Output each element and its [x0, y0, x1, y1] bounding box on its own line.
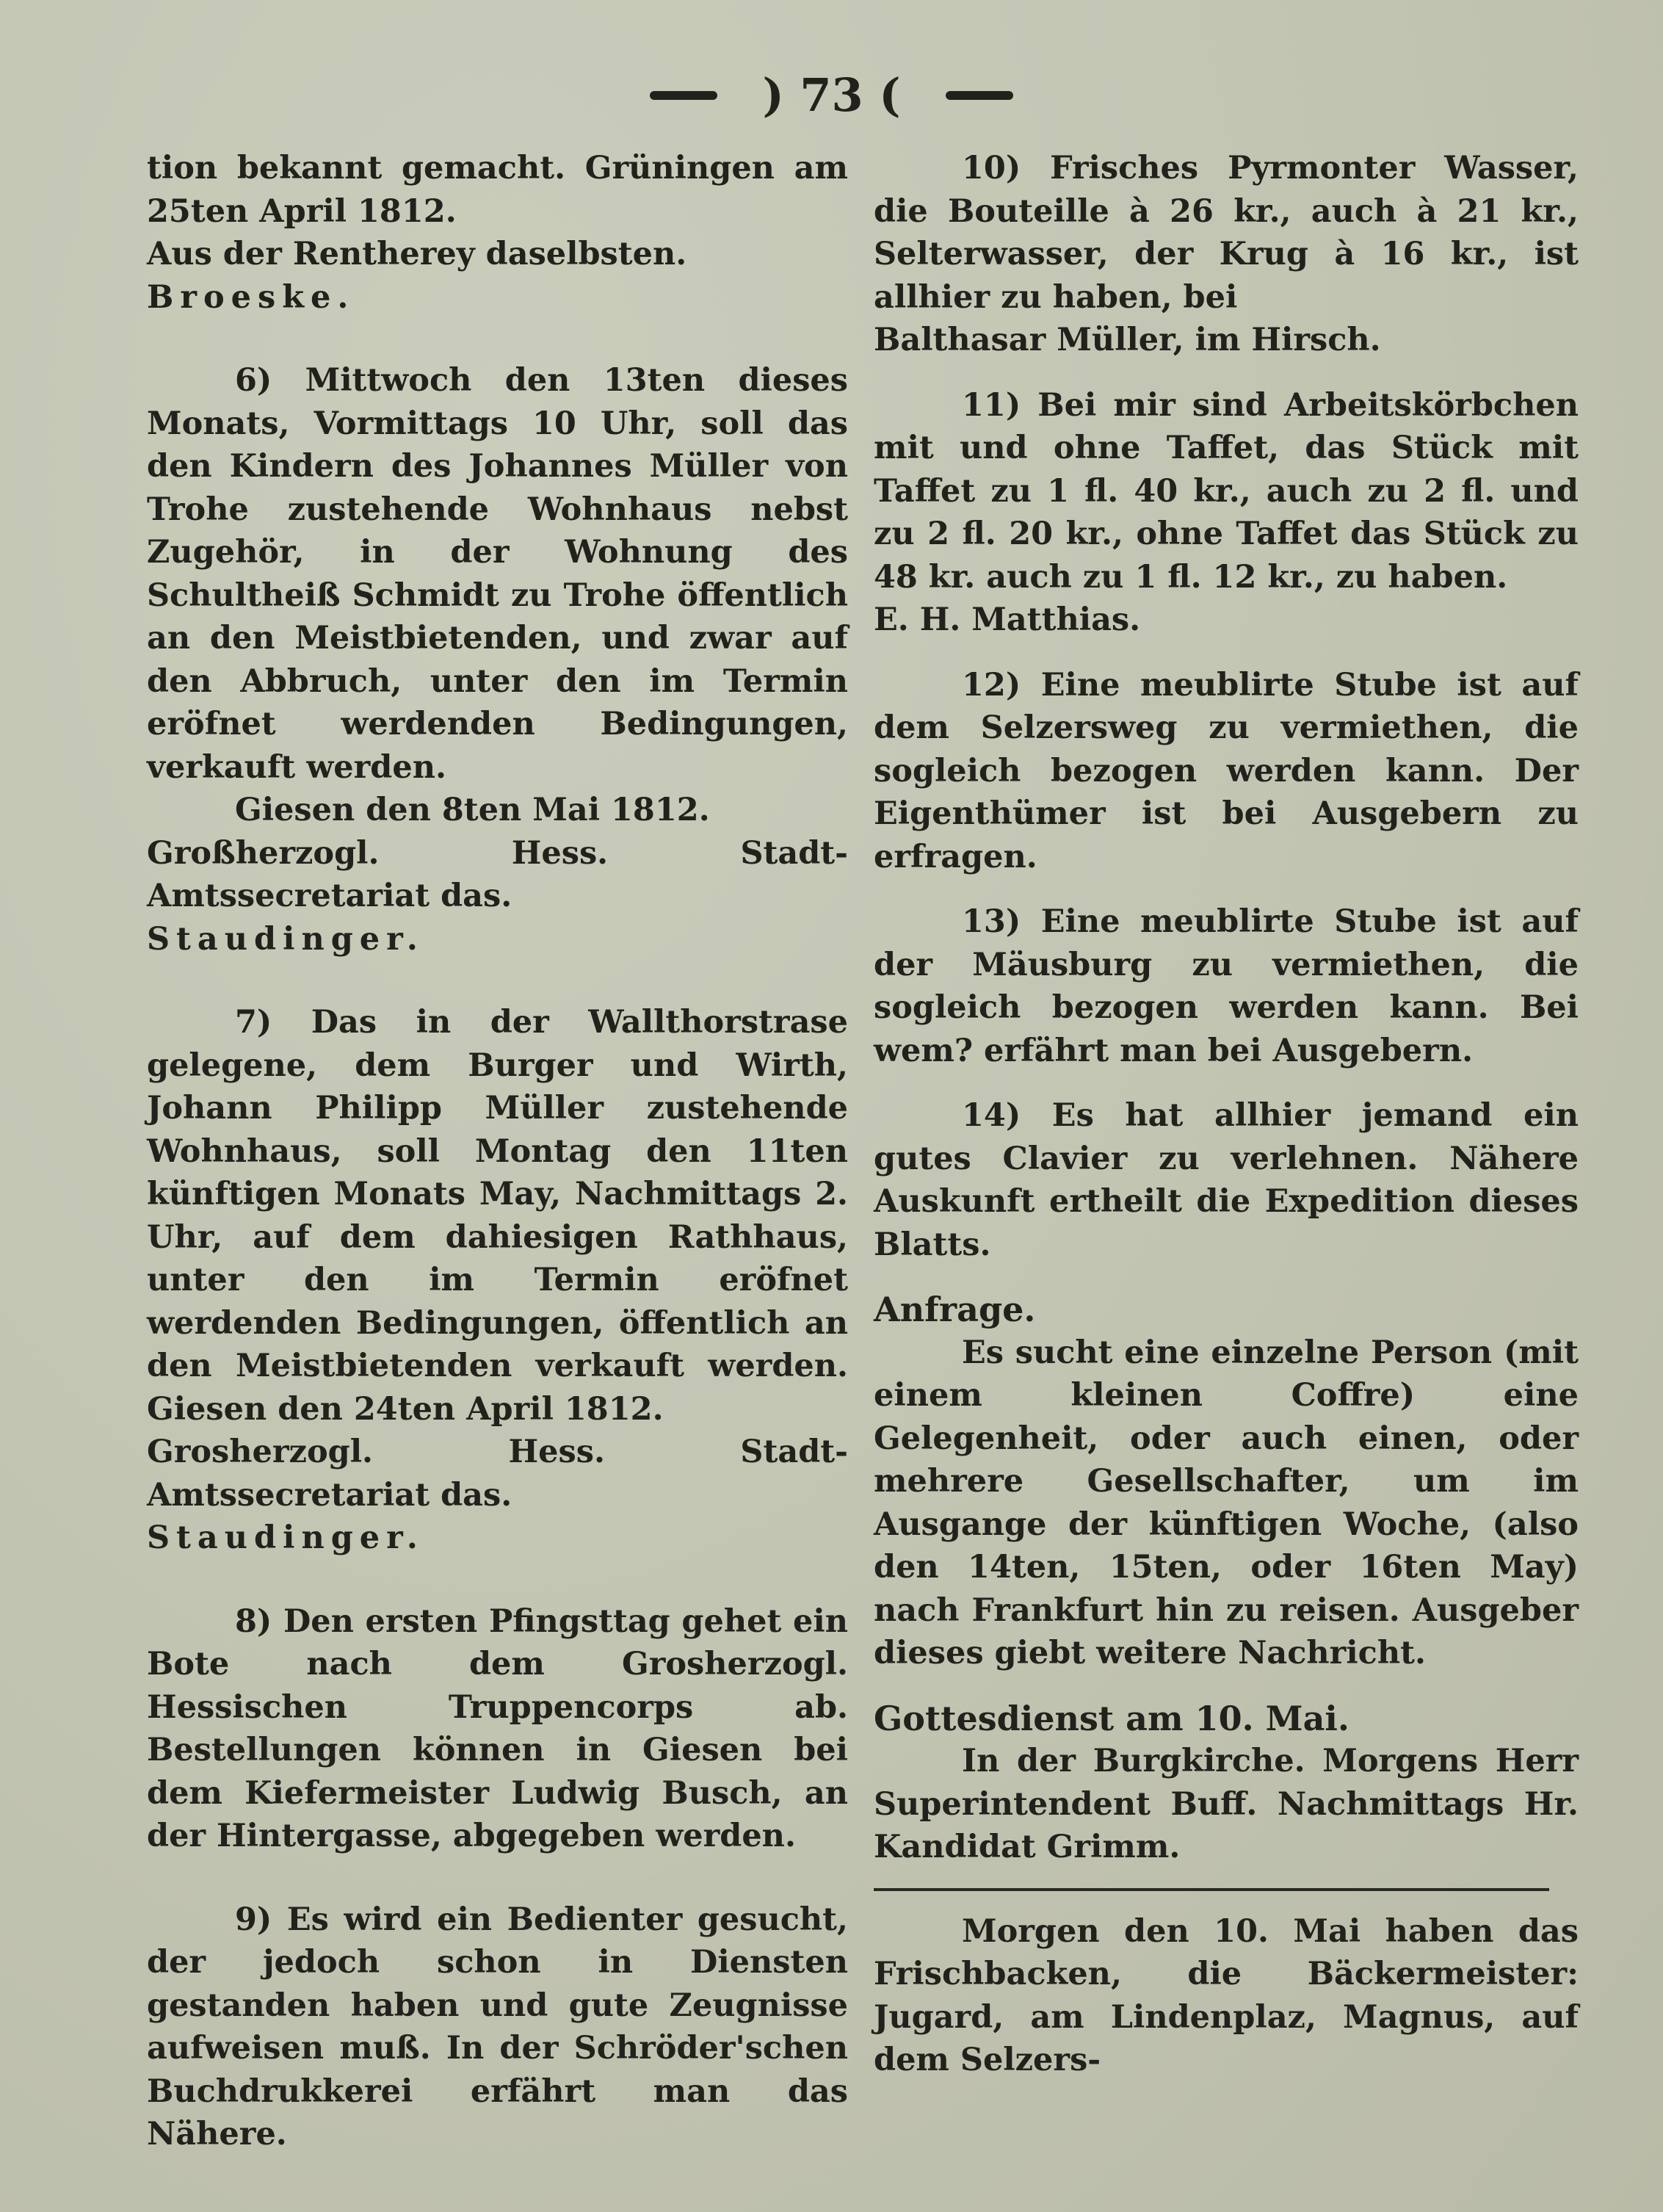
- notice7-sign-office: Grosherzogl. Hess. Stadt-Amtssecretariat das.: [147, 1434, 848, 1514]
- header-rule-right: [946, 91, 1013, 100]
- notice11-sign: E. H. Matthias.: [874, 601, 1141, 638]
- notice11-text: 11) Bei mir sind Arbeitskörbchen mit und ohne Taffet, das Stück mit Taffet zu 1 fl. 40 kr., auch zu 2 fl. und zu 2 fl. 20 kr., ohne Taffet das Stück zu 48 kr. auch zu 1 fl. 12 kr., zu haben.: [874, 386, 1579, 596]
- gottesdienst-text: In der Burgkirche. Morgens Herr Superintendent Buff. Nachmittags Hr. Kandidat Grimm.: [874, 1743, 1579, 1865]
- anfrage-heading: Anfrage.: [874, 1290, 1036, 1329]
- anfrage-text: Es sucht eine einzelne Person (mit einem kleinen Coffre) eine Gelegenheit, oder auch einen, oder mehrere Gesellschafter, um im Ausgange der künftigen Woche, (also den 14ten, 15ten, oder 16ten May) nach Frankfurt hin zu reisen. Ausgeber dieses giebt weitere Nachricht.: [874, 1334, 1579, 1671]
- notice8-text: 8) Den ersten Pfingsttag gehet ein Bote nach dem Grosherzogl. Hessischen Truppencorps ab. Bestellungen können in Giesen bei dem Kiefermeister Ludwig Busch, an der Hintergasse, abgegeben werden.: [147, 1602, 848, 1854]
- notice9-text: 9) Es wird ein Bedienter gesucht, der jedoch schon in Diensten gestanden haben und gute Zeugnisse aufweisen muß. In der Schröder'schen Buchdrukkerei erfährt man das Nähere.: [147, 1901, 848, 2153]
- notice10-sign: Balthasar Müller, im Hirsch.: [874, 322, 1381, 358]
- section-divider: [874, 1888, 1549, 1891]
- backer-text: Morgen den 10. Mai haben das Frischbacken, die Bäckermeister: Jugard, am Lindenplaz, Magnus, auf dem Selzers-: [874, 1912, 1579, 2078]
- notice7-sign-name: Staudinger.: [147, 1519, 424, 1556]
- notice7-text: 7) Das in der Wallthorstrase gelegene, dem Burger und Wirth, Johann Philipp Müller zustehende Wohnhaus, soll Montag den 11ten künftigen Monats May, Nachmittags 2. Uhr, auf dem dahiesigen Rathhaus, unter den im Termin eröfnet werdenden Bedingungen, öffentlich an den Meistbietenden verkauft werden. Giesen den 24ten April 1812.: [147, 1004, 848, 1428]
- header-rule-left: [650, 91, 717, 100]
- notice6-sign-name: Staudinger.: [147, 920, 424, 958]
- right-column: [874, 147, 1579, 2082]
- notice5-sign-name: Broeske.: [147, 278, 355, 316]
- notice6-text: 6) Mittwoch den 13ten dieses Monats, Vormittags 10 Uhr, soll das den Kindern des Johannes Müller von Trohe zustehende Wohnhaus nebst Zugehör, in der Wohnung des Schultheiß Schmidt zu Trohe öffentlich an den Meistbietenden, und zwar auf den Abbruch, unter den im Termin eröfnet werdenden Bedingungen, verkauft werden.: [147, 362, 848, 786]
- notice10-text: 10) Frisches Pyrmonter Wasser, die Bouteille à 26 kr., auch à 21 kr., Selterwasser, der Krug à 16 kr., ist allhier zu haben, bei: [874, 150, 1579, 316]
- notice5-tail-text: tion bekannt gemacht. Grüningen am 25ten April 1812.: [147, 150, 848, 230]
- notice14-text: 14) Es hat allhier jemand ein gutes Clavier zu verlehnen. Nähere Auskunft ertheilt die Expedition dieses Blatts.: [874, 1097, 1579, 1263]
- notice5-sign-office: Aus der Rentherey daselbsten.: [147, 236, 687, 272]
- page-header: [0, 59, 1663, 125]
- page-number: ) 73 (: [762, 68, 901, 122]
- notice6-date: Giesen den 8ten Mai 1812.: [235, 792, 710, 828]
- left-column: [147, 147, 848, 2156]
- gottesdienst-heading: Gottesdienst am 10. Mai.: [874, 1698, 1349, 1738]
- notice12-text: 12) Eine meublirte Stube ist auf dem Selzersweg zu vermiethen, die sogleich bezogen werden kann. Der Eigenthümer ist bei Ausgebern zu erfragen.: [874, 666, 1579, 875]
- notice6-sign-office: Großherzogl. Hess. Stadt-Amtssecretariat das.: [147, 834, 848, 914]
- notice13-text: 13) Eine meublirte Stube ist auf der Mäusburg zu vermiethen, die sogleich bezogen werden kann. Bei wem? erfährt man bei Ausgebern.: [874, 903, 1579, 1069]
